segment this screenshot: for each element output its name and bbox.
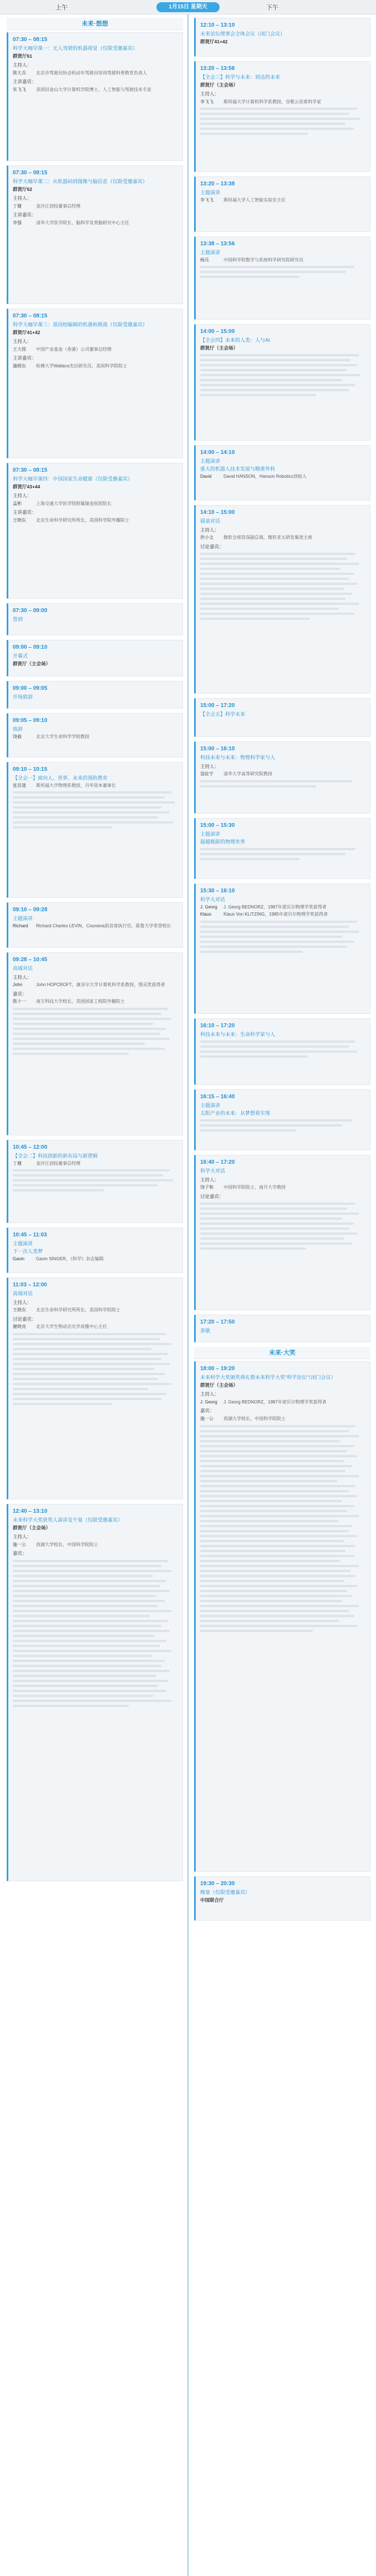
role-label: 主持人：	[13, 1299, 32, 1305]
role-label: 主持人：	[200, 527, 220, 533]
role-label: 讨论嘉宾：	[200, 1193, 224, 1199]
session-location: 群贤厅41+42	[200, 38, 228, 44]
person-name: 孟彬	[13, 501, 22, 506]
session-subtitle: 太阳产业的未来：从梦想看实现	[200, 1110, 271, 1116]
session-title[interactable]: 致辞	[13, 726, 23, 732]
session-title[interactable]: 【全会二】科技创新的新布局与新逻辑	[13, 1153, 98, 1159]
session-time: 16:40 – 17:20	[200, 1159, 235, 1165]
session-title[interactable]: 科学大咖早课三：基因组编辑的机遇和挑战（仅限受邀嘉宾）	[13, 321, 148, 327]
role-label: 主讲嘉宾：	[13, 355, 37, 361]
session-time: 10:45 – 11:03	[13, 1232, 47, 1238]
person-name: 丁健	[13, 203, 22, 209]
person-name: 洪小文	[200, 535, 214, 541]
session-card[interactable]	[194, 18, 370, 57]
session-location: 群贤厅（主会场）	[200, 82, 238, 88]
session-title[interactable]: 开场致辞	[13, 694, 33, 700]
session-card[interactable]	[194, 741, 370, 814]
session-description	[200, 108, 365, 135]
person-name: 李飞飞	[200, 99, 214, 104]
person-name: David	[200, 473, 212, 479]
session-title[interactable]: 高端对话	[13, 965, 33, 971]
session-card[interactable]	[7, 1504, 183, 1881]
session-location: 中国联合厅	[200, 1897, 224, 1903]
person-entry	[200, 474, 365, 480]
person-name: 施一公	[13, 1542, 26, 1547]
person-desc: J. Georg BEDNORZ，1987年诺贝尔物理学奖获得者	[223, 1399, 327, 1405]
role-label: 主持人：	[200, 91, 220, 97]
session-time: 09:28 – 10:45	[13, 957, 48, 963]
person-name: Gavin	[13, 1256, 24, 1261]
person-name: 丁健	[13, 1160, 22, 1166]
session-location: 群贤厅62	[13, 186, 32, 192]
session-title[interactable]: 主题演讲	[200, 831, 221, 837]
person-entry	[200, 198, 365, 204]
session-card[interactable]	[194, 176, 370, 232]
session-title[interactable]: 科学大对话	[200, 896, 226, 902]
person-name: 王大铭	[13, 346, 26, 352]
session-location: 群贤厅41+42	[13, 329, 40, 335]
session-title[interactable]: 【全会四】未来的人类：人与AI	[200, 337, 270, 343]
person-entry	[13, 363, 178, 370]
session-description	[200, 848, 365, 860]
session-time: 07:30 – 08:15	[13, 170, 48, 176]
person-desc: 北京生命科学研究所所长，美国科学院院士	[36, 1307, 120, 1313]
person-entry	[13, 70, 178, 77]
session-time: 12:10 – 13:10	[200, 22, 235, 28]
session-location: 群贤厅43+44	[13, 483, 40, 489]
session-title[interactable]: 科学大对话	[200, 1168, 226, 1174]
session-card[interactable]	[194, 505, 370, 694]
session-time: 14:10 – 15:00	[200, 509, 235, 516]
person-entry	[200, 535, 365, 541]
session-time: 15:00 – 15:30	[200, 822, 235, 829]
person-entry	[13, 1256, 178, 1262]
session-time: 15:00 – 17:20	[200, 703, 235, 709]
session-card[interactable]	[7, 1277, 183, 1499]
person-desc: 斯坦福大学计算机科学系教授，谷歌云首席科学家	[223, 99, 321, 104]
session-card[interactable]	[7, 1140, 183, 1223]
role-label: 主持人：	[13, 195, 32, 201]
session-card[interactable]	[7, 762, 183, 898]
session-time: 14:00 – 14:10	[200, 449, 235, 456]
session-time: 07:30 – 08:15	[13, 313, 48, 319]
session-time: 16:10 – 17:20	[200, 1023, 235, 1029]
session-card[interactable]	[194, 1018, 370, 1085]
session-card[interactable]	[194, 324, 370, 441]
person-desc: 南方科技大学校长，美国国家工程院外籍院士	[36, 999, 125, 1004]
tab-morning[interactable]: 上午	[55, 4, 68, 11]
session-time: 13:38 – 13:56	[200, 241, 235, 247]
date-badge[interactable]: 1月15日 星期天	[156, 2, 220, 12]
timeline-divider	[187, 14, 189, 2576]
session-description	[13, 791, 178, 829]
session-title[interactable]: 主题演讲	[200, 249, 221, 255]
session-time: 07:30 – 08:15	[13, 37, 48, 43]
person-desc: 北京大学生命科学学院教授	[36, 734, 89, 739]
session-time: 07:30 – 08:15	[13, 467, 48, 473]
person-desc: 清华大学医学院长、脑科学及类脑研究中心主任	[36, 220, 129, 225]
session-description	[200, 354, 365, 396]
person-entry	[13, 734, 178, 740]
session-title[interactable]: 未来论坛理事会全体会议（闭门会议）	[200, 31, 286, 37]
session-title[interactable]: 【全会三】科学与未来：到达的未来	[200, 74, 281, 80]
session-title[interactable]: 科技未来与未来：生命科学家与人	[200, 1031, 276, 1037]
person-name: 饶子和	[200, 1185, 214, 1190]
session-location: 群贤厅61	[13, 53, 32, 59]
session-location: 群贤厅（主会场）	[13, 1524, 51, 1531]
person-name: 翁征宇	[200, 771, 214, 777]
person-desc: J. Georg BEDNORZ，1987年诺贝尔物理学奖获得者	[223, 904, 327, 910]
role-label: 主讲嘉宾：	[13, 212, 37, 218]
person-entry	[13, 220, 178, 226]
person-entry	[13, 923, 178, 930]
person-desc: 北京大学生物动态光学成像中心主任	[36, 1324, 107, 1330]
session-time: 15:00 – 16:10	[200, 746, 235, 752]
role-label: 主持人：	[13, 339, 32, 345]
session-card[interactable]	[194, 1089, 370, 1150]
person-entry	[13, 783, 178, 789]
role-label: 主持人：	[200, 763, 220, 769]
session-title[interactable]: 主题演讲	[200, 189, 221, 195]
person-name: J. Georg	[200, 904, 217, 910]
guest-list	[200, 553, 365, 620]
role-label: 主持人：	[13, 493, 32, 499]
guest-list	[13, 1560, 178, 1707]
afternoon-column	[194, 14, 370, 2576]
session-time: 09:05 – 09:10	[13, 718, 48, 724]
person-name: 王晓东	[13, 1307, 26, 1313]
session-description	[200, 266, 365, 278]
person-desc: Klaus Von KLITZING，1985年诺贝尔物理学奖获得者	[223, 912, 328, 917]
session-location: 群贤厅（主会场）	[200, 1382, 238, 1388]
role-label: 主持人：	[200, 1391, 220, 1397]
person-entry	[200, 1400, 365, 1406]
person-desc: David HANSON，Hanson Robotics创始人	[223, 473, 307, 479]
session-title[interactable]: 【全会五】科学未来	[200, 711, 246, 717]
person-entry	[13, 87, 178, 93]
person-desc: 北京生命科学研究所所长，美国科学院外籍院士	[36, 517, 129, 523]
person-name: 李强	[13, 220, 22, 225]
session-title[interactable]: 签到	[13, 616, 23, 622]
person-desc: 中国科学院院士，南开大学教授	[223, 1185, 286, 1190]
person-desc: 西湖大学校长，中国科学院院士	[36, 1542, 98, 1547]
guest-list	[200, 921, 365, 953]
guest-list	[13, 1008, 178, 1055]
session-description	[200, 780, 365, 787]
session-card[interactable]	[194, 61, 370, 172]
session-card[interactable]	[194, 236, 370, 320]
session-card[interactable]	[194, 445, 370, 501]
session-time: 19:30 – 20:30	[200, 1881, 235, 1887]
session-time: 09:10 – 09:28	[13, 907, 48, 913]
person-desc: 中国产业基金（香港）公司董事总经理	[36, 346, 111, 352]
session-title[interactable]: 科学大咖早课二：从机器码到图像与脑信息（仅限受邀嘉宾）	[13, 178, 148, 184]
person-entry	[13, 1307, 178, 1314]
role-label: 嘉宾：	[13, 991, 27, 997]
person-entry	[200, 257, 365, 264]
session-location: 群贤厅（主会场）	[13, 660, 51, 666]
role-label: 嘉宾：	[200, 1408, 215, 1414]
person-entry	[13, 999, 178, 1005]
morning-column	[7, 14, 183, 2576]
session-time: 18:00 – 19:20	[200, 1366, 235, 1372]
session-card[interactable]	[7, 902, 183, 948]
section-title-future-talk: 未来·大笑	[194, 1347, 370, 1359]
session-title[interactable]: 科学大咖早课四：中国国家生命健康（仅限受邀嘉宾）	[13, 476, 133, 482]
person-desc: 中国科学院数学与系统科学研究院研究员	[223, 257, 303, 262]
role-label: 主持人：	[13, 1534, 32, 1540]
person-desc: 上海交通大学医学院附属瑞金医院院长	[36, 501, 111, 506]
session-time: 11:03 – 12:00	[13, 1282, 47, 1288]
session-time: 09:10 – 10:15	[13, 766, 48, 772]
session-card[interactable]	[7, 603, 183, 635]
session-card[interactable]	[194, 883, 370, 1014]
session-card[interactable]	[7, 952, 183, 1135]
person-desc: 微软全球资深副总裁，微软亚太研发集团主席	[223, 535, 312, 541]
person-name: 谢晓亮	[13, 1324, 26, 1330]
session-time: 13:20 – 13:38	[200, 181, 235, 187]
session-subtitle: 超越极限的物理世界	[200, 839, 246, 845]
person-entry	[200, 1416, 365, 1422]
guest-list	[13, 1333, 178, 1405]
person-entry	[13, 204, 178, 210]
person-entry	[13, 501, 178, 507]
session-card[interactable]	[7, 713, 183, 757]
session-title[interactable]: 【全会一】面向人、世界、未来的预防教育	[13, 775, 108, 781]
person-desc: 美国旧金山大学计算机学院博士，人工智能与驾驶技术专家	[36, 87, 151, 92]
session-title[interactable]: 未来科学大奖颁奖典礼暨未来科学大奖“科学论坛”（闭门会议）	[200, 1374, 336, 1380]
session-time: 09:00 – 09:05	[13, 685, 48, 691]
person-desc: 西湖大学校长，中国科学院院士	[223, 1416, 286, 1421]
person-name: Klaus	[200, 912, 212, 917]
person-desc: Gavin SINGER，《科学》杂志编辑	[36, 1256, 104, 1261]
session-time: 10:45 – 12:00	[13, 1144, 48, 1150]
tab-afternoon[interactable]: 下午	[266, 4, 278, 11]
person-entry	[13, 1542, 178, 1548]
session-subtitle: 下一次人类梦	[13, 1248, 43, 1254]
session-card[interactable]	[7, 309, 183, 458]
person-name: 施一公	[200, 1416, 214, 1421]
person-entry	[13, 1161, 178, 1167]
person-entry	[200, 771, 365, 777]
session-time: 14:00 – 15:00	[200, 329, 235, 335]
session-description	[13, 1169, 178, 1191]
schedule-header	[0, 0, 376, 14]
person-name: 陈十一	[13, 999, 26, 1004]
session-subtitle: 重大的机器人技术发展与精准外科	[200, 466, 276, 472]
session-title[interactable]: 圆桌对话	[200, 518, 221, 524]
person-name: 饶毅	[13, 734, 22, 739]
person-entry	[13, 347, 178, 353]
person-name: 王晓东	[13, 517, 26, 523]
session-card[interactable]	[7, 1228, 183, 1273]
session-title[interactable]: 茶歇	[200, 1327, 211, 1334]
session-card[interactable]	[7, 463, 183, 599]
person-name: 朱飞飞	[13, 87, 26, 92]
guest-list	[200, 1203, 365, 1250]
session-card[interactable]	[194, 698, 370, 737]
session-time: 16:15 – 16:40	[200, 1094, 235, 1100]
session-title[interactable]: 主题演讲	[200, 458, 221, 464]
session-time: 13:20 – 13:56	[200, 65, 235, 72]
section-title-future-thought: 未来·想想	[7, 18, 183, 30]
person-name: 李飞飞	[200, 197, 214, 203]
session-title[interactable]: 晚宴（仅限受邀嘉宾）	[200, 1889, 251, 1895]
person-desc: 清华大学高等研究院教授	[223, 771, 272, 777]
session-card[interactable]	[194, 1876, 370, 1921]
role-label: 主持人：	[13, 62, 32, 68]
person-name: 杨乐	[200, 257, 209, 262]
session-time: 07:30 – 09:00	[13, 608, 48, 614]
role-label: 主持人：	[200, 1176, 220, 1183]
person-name: Richard	[13, 923, 28, 928]
role-label: 讨论嘉宾：	[13, 1316, 37, 1322]
session-title[interactable]: 高端对话	[13, 1290, 33, 1296]
person-desc: John HOPCROFT，康奈尔大学计算机科学系教授，图灵奖获得者	[36, 982, 165, 988]
person-desc: Richard Charles LEVIN，Coursera前首席执行官，耶鲁大学荣誉校长	[36, 923, 171, 928]
role-label: 主讲嘉宾：	[13, 79, 37, 85]
session-description	[200, 1119, 365, 1132]
session-title[interactable]: 主题演讲	[200, 1102, 221, 1108]
role-label: 讨论嘉宾：	[200, 543, 224, 549]
person-name: 陈大兵	[13, 70, 26, 75]
person-name: J. Georg	[200, 1399, 217, 1405]
person-desc: 金沙江创投董事总经理	[36, 1160, 80, 1166]
session-description	[200, 1040, 365, 1058]
person-entry	[200, 905, 365, 911]
schedule-columns	[0, 14, 376, 2576]
person-name: 施晓东	[13, 363, 26, 368]
session-card[interactable]	[7, 32, 183, 161]
role-label: 主持人：	[13, 974, 32, 980]
person-desc: 斯坦福大学人工智能实验室主任	[223, 197, 286, 203]
session-card[interactable]	[194, 1361, 370, 1872]
guest-list	[200, 1425, 365, 1632]
session-title[interactable]: 未来科学大奖获奖人演讲及午宴（仅限受邀嘉宾）	[13, 1517, 123, 1523]
person-entry	[13, 518, 178, 524]
person-entry	[200, 99, 365, 105]
session-time: 15:30 – 16:10	[200, 888, 235, 894]
session-title[interactable]: 主题演讲	[13, 1240, 33, 1246]
person-desc: 哈佛大学Wallace杰出研究员，美国科学院院士	[36, 363, 128, 368]
person-desc: 斯坦福大学物理系教授，丹华资本董事长	[36, 782, 116, 788]
session-card[interactable]	[7, 681, 183, 709]
session-location: 群贤厅（主会场）	[200, 345, 238, 351]
session-time: 12:40 – 13:10	[13, 1508, 48, 1514]
session-time: 17:20 – 17:50	[200, 1319, 235, 1325]
session-card[interactable]	[194, 1315, 370, 1342]
role-label: 主讲嘉宾：	[13, 509, 37, 516]
session-title[interactable]: 科学大咖早课一：无人驾驶的机器视觉（仅限受邀嘉宾）	[13, 45, 138, 51]
person-entry	[200, 1185, 365, 1191]
session-card[interactable]	[7, 640, 183, 676]
session-card[interactable]	[194, 818, 370, 879]
person-entry	[200, 912, 365, 918]
session-title[interactable]: 主题演讲	[13, 915, 33, 921]
session-card[interactable]	[194, 1155, 370, 1310]
session-title[interactable]: 开幕式	[13, 653, 28, 659]
person-desc: 北京市驾驶员协会机动车驾驶员培训驾驶科普教育负责人	[36, 70, 147, 75]
person-name: 张首晟	[13, 782, 26, 788]
person-name: John	[13, 982, 23, 988]
session-card[interactable]	[7, 165, 183, 304]
session-time: 09:00 – 09:10	[13, 644, 48, 650]
person-entry	[13, 1324, 178, 1330]
role-label: 嘉宾：	[13, 1550, 27, 1557]
person-entry	[13, 982, 178, 988]
session-title[interactable]: 科技未来与未来：物理科学家与人	[200, 754, 276, 760]
person-desc: 金沙江创投董事总经理	[36, 203, 80, 209]
